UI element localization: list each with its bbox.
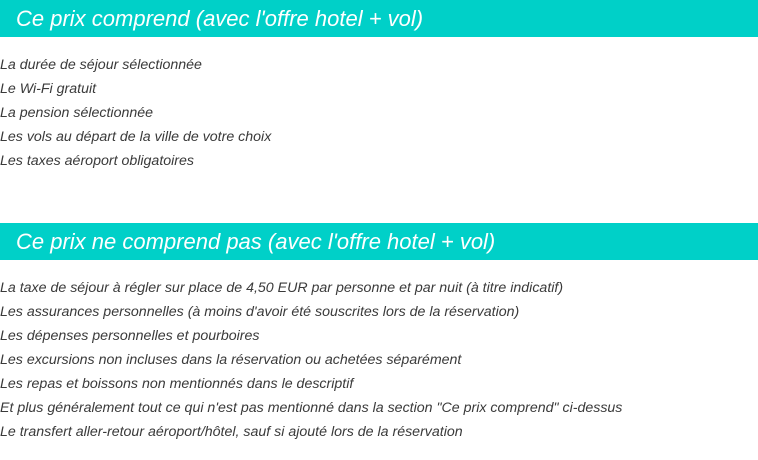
included-list [0, 53, 271, 173]
excluded-item: La taxe de séjour à régler sur place de 4,50 EUR par personne et par nuit (à titre indicatif) [0, 280, 564, 296]
included-item: La durée de séjour sélectionnée [0, 57, 202, 73]
excluded-item: Les dépenses personnelles et pourboires [0, 328, 260, 344]
excluded-item: Les assurances personnelles (à moins d'avoir été souscrites lors de la réservation) [0, 304, 520, 320]
included-item: Le Wi-Fi gratuit [0, 81, 97, 97]
included-section-title: Ce prix comprend (avec l'offre hotel + vol) [0, 0, 758, 37]
excluded-item: Le transfert aller-retour aéroport/hôtel, sauf si ajouté lors de la réservation [0, 424, 463, 440]
excluded-section-title: Ce prix ne comprend pas (avec l'offre hotel + vol) [0, 223, 758, 260]
included-item: La pension sélectionnée [0, 105, 154, 121]
excluded-item: Les repas et boissons non mentionnés dans le descriptif [0, 376, 354, 392]
excluded-item: Et plus généralement tout ce qui n'est pas mentionné dans la section "Ce prix comprend" ci-dessus [0, 400, 623, 416]
excluded-item: Les excursions non incluses dans la réservation ou achetées séparément [0, 352, 462, 368]
included-item: Les vols au départ de la ville de votre choix [0, 129, 272, 145]
excluded-list [0, 276, 622, 444]
included-item: Les taxes aéroport obligatoires [0, 153, 195, 169]
